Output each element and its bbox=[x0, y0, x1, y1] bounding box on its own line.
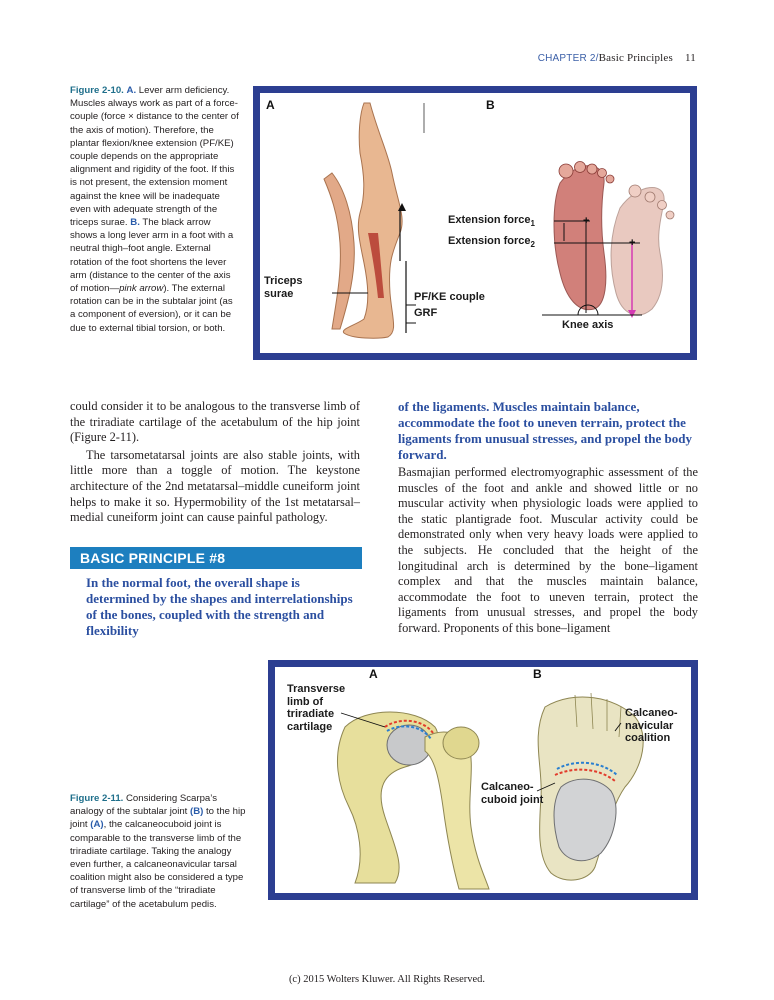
label-calcaneocuboid bbox=[481, 781, 543, 806]
label-knee-axis: Knee axis bbox=[562, 319, 614, 331]
ext-force-2-sub: 2 bbox=[530, 240, 535, 250]
caption-2-11-part-3: , the calcaneocuboid joint is comparable to the transverse limb of the triradiate cartilage. Taking the analogy even further, a calcaneonavicular tarsal coalition might also be considered a type of transverse limb of the “triradiate cartilage” of the acetabulum pedis. bbox=[70, 819, 244, 910]
basic-principle-heading: BASIC PRINCIPLE #8 bbox=[70, 547, 362, 569]
svg-text:+: + bbox=[629, 237, 636, 249]
label-surae: surae bbox=[264, 287, 294, 300]
label-pfke-couple: PF/KE couple bbox=[414, 291, 485, 303]
label-triceps-surae bbox=[264, 275, 303, 300]
figure-2-11-label: Figure 2-11. bbox=[70, 793, 124, 804]
ext-force-2-text: Extension force bbox=[448, 235, 531, 247]
caption-b-marker: B. bbox=[130, 217, 140, 229]
label-transverse-1: Transverse bbox=[287, 683, 346, 695]
label-calcaneo-nav-1: Calcaneo- bbox=[625, 707, 678, 719]
section-title: Basic Principles bbox=[598, 52, 673, 64]
body-right-column bbox=[398, 465, 698, 637]
body-para-right: Basmajian performed electromyographic assessment of the muscles of the foot and ankle and showed little or no muscular activity when physiologic loads were applied to the static plantigrade foot. Muscular activity could be demonstrated only when very heavy loads were applied to the subjects. He concluded that the height of the longitudinal arch is determined by the bone–ligament complex and that the muscles maintain balance, accommodate the foot to uneven terrain, protect the ligaments from unusual stresses, and propel the body forward. Proponents of this bone–ligament bbox=[398, 465, 698, 635]
caption-a-marker: A. bbox=[126, 85, 137, 96]
figure-2-10-caption bbox=[70, 84, 240, 335]
figure-2-10-label: Figure 2-10. bbox=[70, 85, 124, 96]
label-calcaneonavicular bbox=[625, 707, 678, 745]
label-transverse-limb bbox=[287, 683, 345, 733]
label-extension-force-2 bbox=[448, 235, 535, 252]
label-extension-force-1 bbox=[448, 214, 535, 231]
ext-force-1-sub: 1 bbox=[530, 219, 535, 229]
caption-2-11-part-1: Considering Scarpa’s analogy of the subtalar joint bbox=[70, 793, 218, 818]
figure-2-10-image bbox=[260, 93, 690, 353]
panel-b-letter-2-11: B bbox=[533, 667, 542, 681]
caption-b-ref: (B) bbox=[190, 806, 204, 818]
caption-a-ref: (A) bbox=[90, 819, 104, 831]
caption-b-emphasis: pink arrow bbox=[119, 283, 164, 295]
label-transverse-3: triradiate bbox=[287, 708, 335, 720]
figure-2-10-frame bbox=[253, 86, 697, 360]
label-calcaneo-cub-1: Calcaneo- bbox=[481, 781, 534, 793]
label-calcaneo-cub-2: cuboid joint bbox=[481, 793, 544, 806]
caption-b-text-post: ). The external rotation can be in the subtalar joint (as a component of eversion), or it can be due to external tibial torsion, or both. bbox=[70, 283, 233, 334]
caption-2-11-part-2: to the hip joint bbox=[70, 806, 246, 831]
page-number: 11 bbox=[685, 52, 696, 64]
principle-statement-left: In the normal foot, the overall shape is determined by the shapes and interrelationships of the bones, coupled with the strength and flexibility bbox=[86, 575, 353, 638]
caption-b-text-pre: The black arrow shows a long lever arm in a foot with a neutral thigh–foot angle. External rotation of the foot shortens the lever arm (distance to the center of the axis of motion— bbox=[70, 217, 234, 295]
caption-a-text: Lever arm deficiency. Muscles always work as part of a force-couple (force × distance to the center of the axis of motion). Therefore, the plantar flexion/knee extension (PF/KE) couple depends on the appropriate alignment and rigidity of the foot. If this is not present, the extension moment against the knee will be inadequate even with adequate strength of the triceps surae. bbox=[70, 85, 239, 229]
body-left-column bbox=[70, 399, 360, 526]
figure-2-11-image bbox=[275, 667, 691, 893]
panel-a-letter-2-11: A bbox=[369, 667, 378, 681]
label-transverse-4: cartilage bbox=[287, 720, 333, 733]
label-transverse-2: limb of bbox=[287, 695, 324, 708]
label-calcaneo-nav-3: coalition bbox=[625, 732, 671, 744]
running-head bbox=[538, 52, 696, 64]
body-para-1: could consider it to be analogous to the transverse limb of the triradiate cartilage of the acetabulum of the hip joint (Figure 2-11). bbox=[70, 399, 360, 445]
figure-2-11-caption bbox=[70, 792, 250, 911]
figure-2-11-frame bbox=[268, 660, 698, 900]
svg-text:+: + bbox=[583, 215, 590, 227]
label-grf: GRF bbox=[414, 307, 438, 319]
panel-b-letter: B bbox=[486, 98, 495, 112]
body-para-2: The tarsometatarsal joints are also stable joints, with little more than a toggle of motion. The keystone architecture of the 2nd metatarsal–middle cuneiform joint helps to make it so. Hypermobility of the 1st metatarsal–medial cuneiform joint can cause painful pathology. bbox=[70, 447, 360, 525]
chapter-label: CHAPTER 2/ bbox=[537, 53, 599, 64]
label-triceps: Triceps bbox=[264, 275, 303, 287]
copyright-footer: (c) 2015 Wolters Kluwer. All Rights Reserved. bbox=[288, 974, 486, 985]
label-calcaneo-nav-2: navicular bbox=[625, 719, 674, 732]
ext-force-1-text: Extension force bbox=[448, 214, 531, 226]
panel-a-letter: A bbox=[266, 98, 275, 112]
principle-statement-right: of the ligaments. Muscles maintain balance, accommodate the foot to uneven terrain, protect the ligaments from unusual stresses, and propel the body forward. bbox=[398, 399, 692, 462]
